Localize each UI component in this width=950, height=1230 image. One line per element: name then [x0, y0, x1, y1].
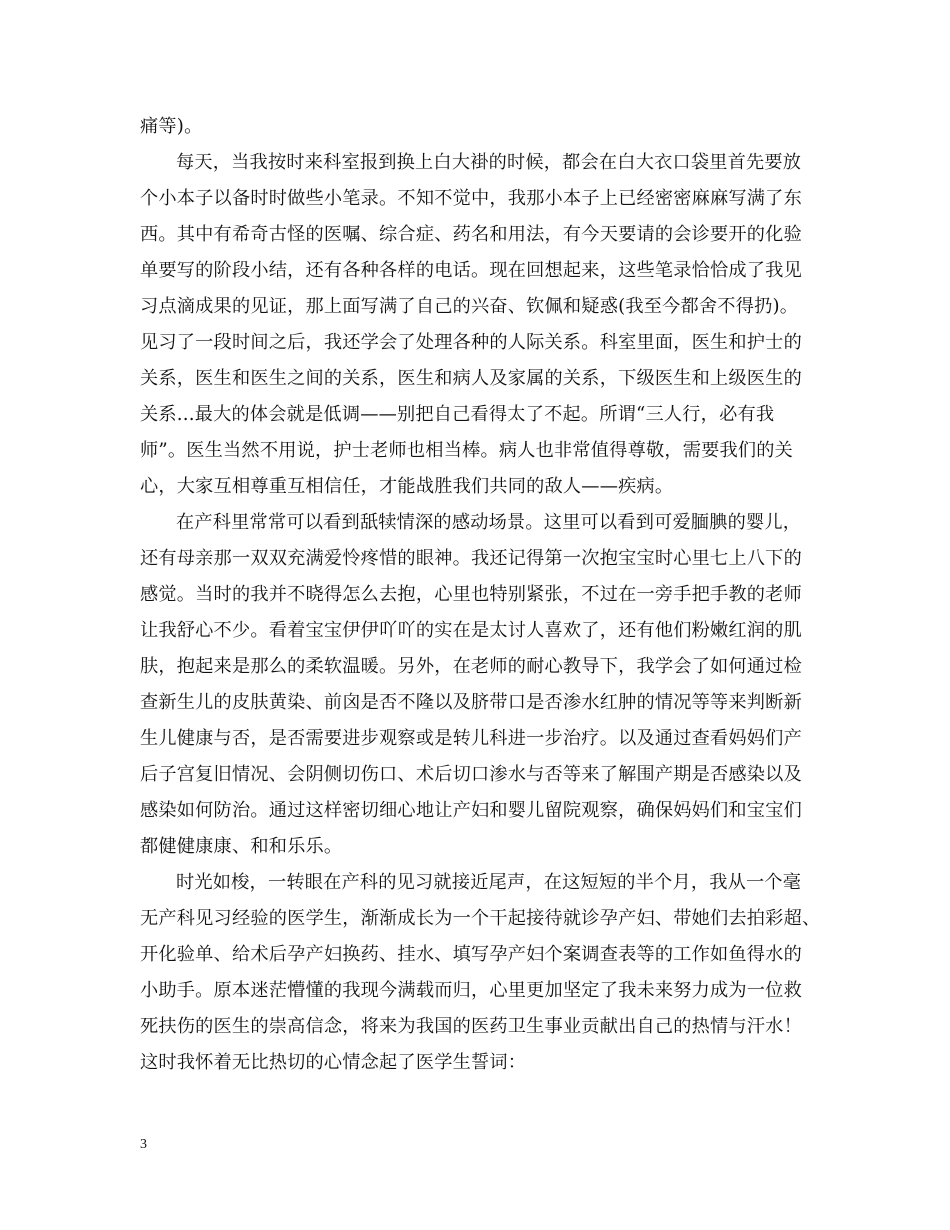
text-line: 单要写的阶段小结，还有各种各样的电话。现在回想起来，这些笔录恰恰成了我见: [140, 260, 802, 281]
text-line: 关系，医生和医生之间的关系，医生和病人及家属的关系，下级医生和上级医生的: [140, 368, 802, 389]
text-line: 都健健康康、和和乐乐。: [140, 836, 343, 857]
text-line: 后子宫复旧情况、会阴侧切伤口、术后切口渗水与否等来了解围产期是否感染以及: [140, 764, 802, 785]
text-line: 在产科里常常可以看到舐犊情深的感动场景。这里可以看到可爱腼腆的婴儿，: [176, 512, 802, 533]
text-line: 习点滴成果的见证，那上面写满了自己的兴奋、钦佩和疑惑(我至今都舍不得扔)。: [140, 296, 799, 317]
text-line: 开化验单、给术后孕产妇换药、挂水、填写孕产妇个案调查表等的工作如鱼得水的: [140, 944, 802, 965]
text-line: 见习了一段时间之后，我还学会了处理各种的人际关系。科室里面，医生和护士的: [140, 332, 802, 353]
text-line: 死扶伤的医生的崇高信念，将来为我国的医药卫生事业贡献出自己的热情与汗水！: [140, 1016, 802, 1037]
text-line: 关系...最大的体会就是低调——别把自己看得太了不起。所谓“三人行，必有我: [140, 404, 775, 425]
text-line: 肤，抱起来是那么的柔软温暖。另外，在老师的耐心教导下，我学会了如何通过检: [140, 656, 802, 677]
text-line: 让我舒心不少。看着宝宝伊伊吖吖的实在是太讨人喜欢了，还有他们粉嫩红润的肌: [140, 620, 802, 641]
text-line: 个小本子以备时时做些小笔录。不知不觉中，我那小本子上已经密密麻麻写满了东: [140, 188, 802, 209]
text-line: 心，大家互相尊重互相信任，才能战胜我们共同的敌人——疾病。: [140, 476, 674, 497]
text-line: 这时我怀着无比热切的心情念起了医学生誓词：: [140, 1052, 527, 1073]
text-line: 感染如何防治。通过这样密切细心地让产妇和婴儿留院观察，确保妈妈们和宝宝们: [140, 800, 802, 821]
page-number: 3: [140, 1137, 147, 1152]
text-line: 查新生儿的皮肤黄染、前囟是否不隆以及脐带口是否渗水红肿的情况等等来判断新: [140, 692, 802, 713]
text-line: 感觉。当时的我并不晓得怎么去抱，心里也特别紧张，不过在一旁手把手教的老师: [140, 584, 802, 605]
text-line: 每天，当我按时来科室报到换上白大褂的时候，都会在白大衣口袋里首先要放: [176, 152, 802, 173]
text-line: 西。其中有希奇古怪的医嘱、综合症、药名和用法，有今天要请的会诊要开的化验: [140, 224, 802, 245]
text-line: 时光如梭，一转眼在产科的见习就接近尾声，在这短短的半个月，我从一个毫: [176, 872, 802, 893]
text-line: 生儿健康与否，是否需要进步观察或是转儿科进一步治疗。以及通过查看妈妈们产: [140, 728, 802, 749]
text-line: 小助手。原本迷茫懵懂的我现今满载而归，心里更加坚定了我未来努力成为一位救: [140, 980, 802, 1001]
text-line: 痛等)。: [140, 116, 203, 137]
text-line: 还有母亲那一双双充满爱怜疼惜的眼神。我还记得第一次抱宝宝时心里七上八下的: [140, 548, 802, 569]
text-line: 师”。医生当然不用说，护士老师也相当棒。病人也非常值得尊敬，需要我们的关: [140, 440, 794, 461]
text-line: 无产科见习经验的医学生，渐渐成长为一个干起接待就诊孕产妇、带她们去拍彩超、: [140, 908, 821, 929]
